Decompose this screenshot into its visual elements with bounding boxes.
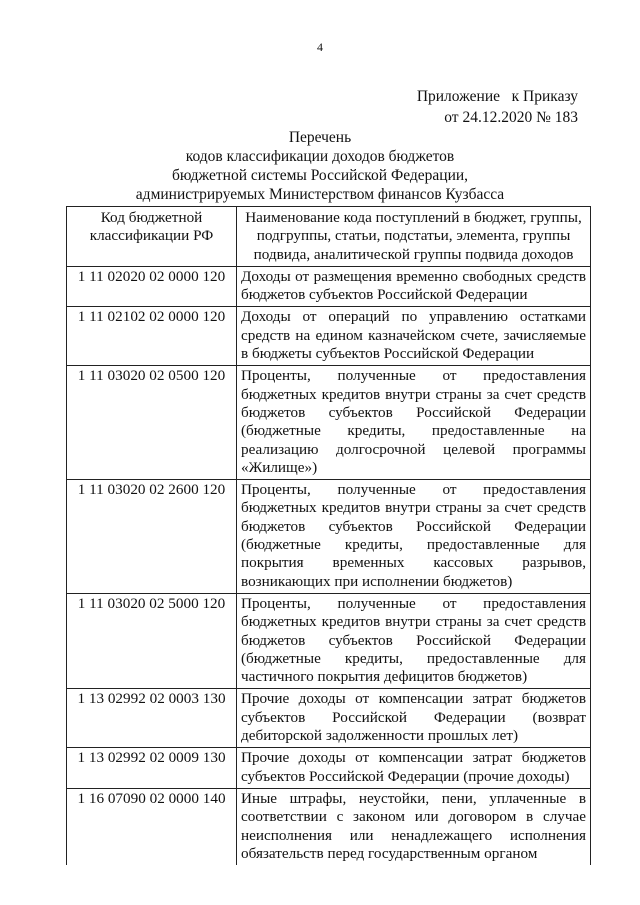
revenue-codes-table [66,206,591,865]
row-name: Иные штрафы, неустойки, пени, уплаченные в соответствии с законом или договором в случае неисполнения или ненадлежащего исполнения обязательств перед государственным органом [237,788,591,865]
row-code: 1 13 02992 02 0009 130 [67,748,237,789]
title-line-1: Перечень [288,129,352,146]
table-row [67,266,591,307]
row-name: Проценты, полученные от предоставления бюджетных кредитов внутри страны за счет средств бюджетов субъектов Российской Федерации (бюджетные кредиты, предоставленные для покрытия временных кассовых разрывов, возникающих при исполнении бюджетов) [237,480,591,594]
row-name: Проценты, полученные от предоставления бюджетных кредитов внутри страны за счет средств бюджетов субъектов Российской Федерации (бюджетные кредиты, предоставленные на реализацию долгосрочной целевой программы «Жилище») [237,366,591,480]
table-row [67,307,591,366]
row-code: 1 11 03020 02 0500 120 [67,366,237,480]
document-title [60,128,580,204]
table-header-row [67,207,591,267]
title-line-2: кодов классификации доходов бюджетов [185,148,455,165]
row-code: 1 11 02102 02 0000 120 [67,307,237,366]
row-name: Прочие доходы от компенсации затрат бюджетов субъектов Российской Федерации (прочие доходы) [237,748,591,789]
table-row [67,366,591,480]
table-row [67,689,591,748]
row-name: Доходы от размещения временно свободных средств бюджетов субъектов Российской Федерации [237,266,591,307]
row-code: 1 11 02020 02 0000 120 [67,266,237,307]
row-code: 1 11 03020 02 2600 120 [67,480,237,594]
table-row [67,748,591,789]
title-line-4: администрируемых Министерством финансов Кузбасса [135,186,505,203]
header-code: Код бюджетной классификации РФ [67,207,237,267]
row-name: Прочие доходы от компенсации затрат бюджетов субъектов Российской Федерации (возврат дебиторской задолженности прошлых лет) [237,689,591,748]
appendix-line-1: Приложение к Приказу [416,88,578,105]
table-row [67,788,591,865]
header-name: Наименование кода поступлений в бюджет, группы, подгруппы, статьи, подстатьи, элемента, группы подвида, аналитической группы подвида доходов [237,207,591,267]
appendix-line-2: от 24.12.2020 № 183 [444,109,578,126]
row-code: 1 11 03020 02 5000 120 [67,593,237,688]
row-name: Доходы от операций по управлению остатками средств на едином казначейском счете, зачисляемые в бюджеты субъектов Российской Федерации [237,307,591,366]
title-line-3: бюджетной системы Российской Федерации, [171,167,469,184]
row-name: Проценты, полученные от предоставления бюджетных кредитов внутри страны за счет средств бюджетов субъектов Российской Федерации (бюджетные кредиты, предоставленные для частичного покрытия дефицитов бюджетов) [237,593,591,688]
table-row [67,480,591,594]
table-row [67,593,591,688]
appendix-block [417,86,578,128]
page-number: 4 [317,40,323,54]
row-code: 1 16 07090 02 0000 140 [67,788,237,865]
row-code: 1 13 02992 02 0003 130 [67,689,237,748]
